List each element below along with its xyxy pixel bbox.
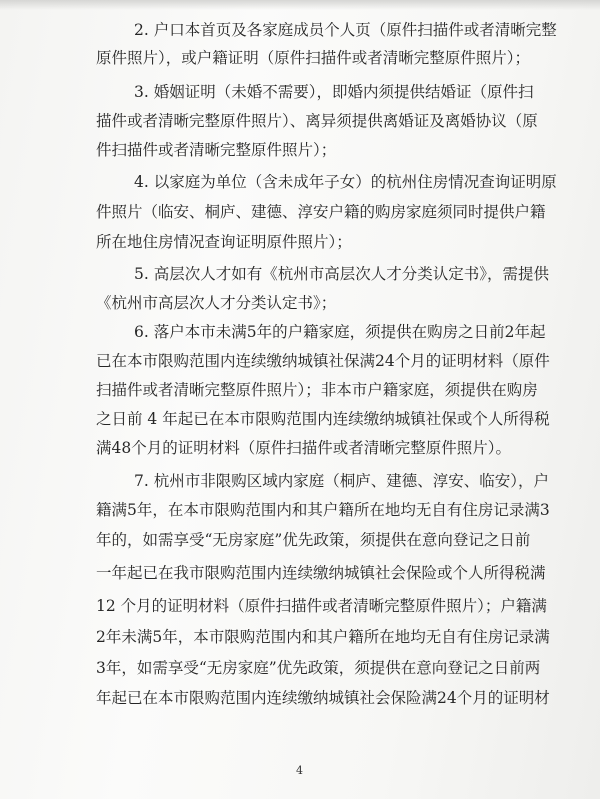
text-line: 6. 落户本市未满5年的户籍家庭，须提供在购房之日前2年起 xyxy=(134,323,546,341)
text-line: 件扫描件或者清晰完整原件照片）； xyxy=(96,141,337,159)
text-line: 12 个月的证明材料（原件扫描件或者清晰完整原件照片）；户籍满 xyxy=(96,597,547,615)
text-line: 一年起已在我市限购范围内连续缴纳城镇社会保险或个人所得税满 xyxy=(96,564,546,582)
text-line: 7. 杭州市非限购区域内家庭（桐庐、建德、淳安、临安），户 xyxy=(134,472,549,490)
text-line: 3. 婚姻证明（未婚不需要），即婚内须提供结婚证（原件扫 xyxy=(134,83,534,101)
text-line: 年的，如需享受“无房家庭”优先政策，须提供在意向登记之日前 xyxy=(96,531,531,549)
text-line: 原件照片），或户籍证明（原件扫描件或者清晰完整原件照片）； xyxy=(96,49,531,67)
text-line: 2. 户口本首页及各家庭成员个人页（原件扫描件或者清晰完整 xyxy=(134,21,557,39)
text-line: 满48个月的证明材料（原件扫描件或者清晰完整原件照片）。 xyxy=(96,439,511,457)
text-line: 籍满5年，在本市限购范围内和其户籍所在地均无自有住房记录满3 xyxy=(96,501,550,519)
text-line: 已在本市限购范围内连续缴纳城镇社保满24个月的证明材料（原件 xyxy=(96,352,550,370)
text-line: 扫描件或者清晰完整原件照片）；非本市户籍家庭，须提供在购房 xyxy=(96,381,538,399)
text-line: 所在地住房情况查询证明原件照片）； xyxy=(96,233,352,251)
text-line: 描件或者清晰完整原件照片）、离异须提供离婚证及离婚协议（原 xyxy=(96,112,538,130)
text-line: 之日前 4 年起已在本市限购范围内连续缴纳城镇社保或个人所得税 xyxy=(96,410,550,428)
text-line: 4. 以家庭为单位（含未成年子女）的杭州住房情况查询证明原 xyxy=(134,173,557,191)
page-number: 4 xyxy=(296,764,303,777)
text-line: 3年，如需享受“无房家庭”优先政策，须提供在意向登记之日前两 xyxy=(96,659,541,677)
text-line: 件照片（临安、桐庐、建德、淳安户籍的购房家庭须同时提供户籍 xyxy=(96,203,546,221)
text-line: 《杭州市高层次人才分类认定书》； xyxy=(96,294,337,312)
text-line: 年起已在本市限购范围内连续缴纳城镇社会保险满24个月的证明材 xyxy=(96,689,550,707)
text-line: 2年未满5年，本市限购范围内和其户籍所在地均无自有住房记录满 xyxy=(96,628,550,646)
text-line: 5. 高层次人才如有《杭州市高层次人才分类认定书》，需提供 xyxy=(134,265,549,283)
